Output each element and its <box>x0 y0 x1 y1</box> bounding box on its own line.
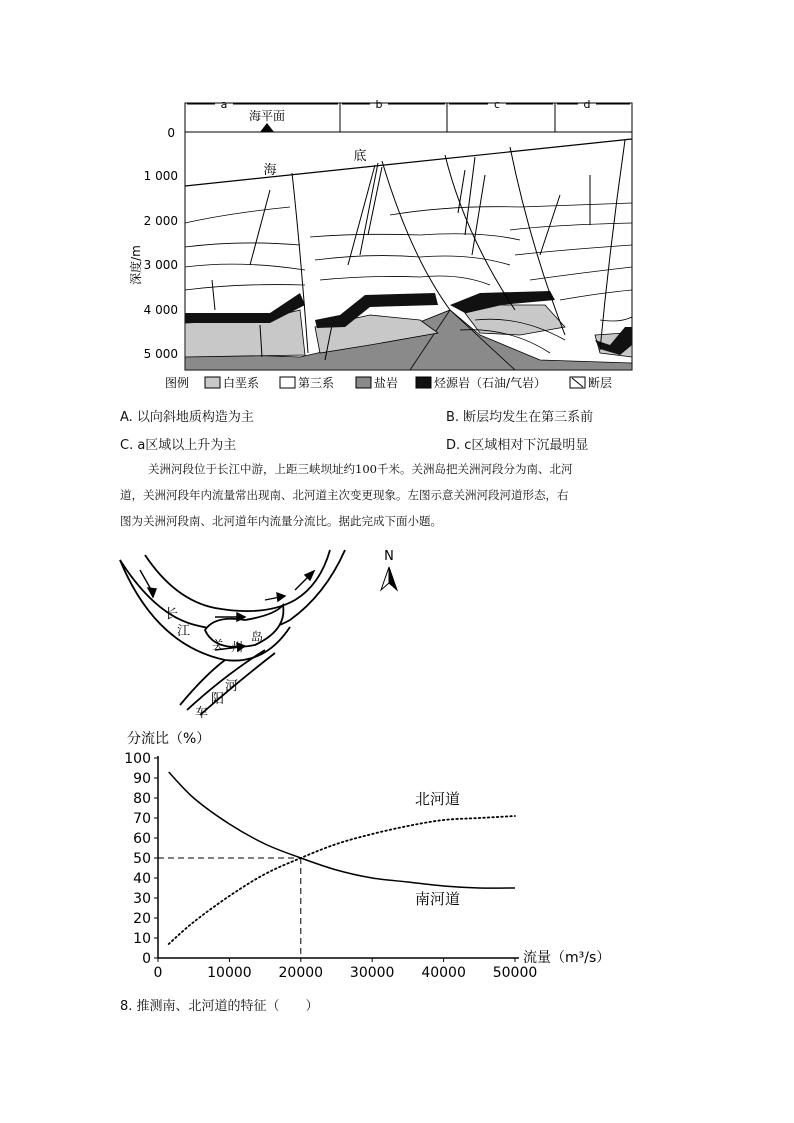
y-tick-label: 100 <box>124 751 151 767</box>
depth-tick: 3 000 <box>143 258 178 272</box>
map-label-jiang: 江 <box>177 624 191 639</box>
depth-tick: 1 000 <box>143 169 178 183</box>
chart-y-axis-title: 分流比（%） <box>127 731 211 747</box>
option-7d[interactable]: D. c区域相对下沉最明显 <box>446 438 589 453</box>
y-tick-label: 30 <box>133 891 151 907</box>
chart-x-axis-title: 流量（m³/s） <box>523 950 611 966</box>
option-7a[interactable]: A. 以向斜地质构造为主 <box>120 410 254 425</box>
x-tick-label: 40000 <box>421 965 466 981</box>
x-tick-label: 20000 <box>278 965 324 981</box>
y-tick-label: 60 <box>133 831 151 847</box>
depth-tick: 2 000 <box>143 214 178 228</box>
y-tick-label: 0 <box>142 951 151 967</box>
legend-label-salt: 盐岩 <box>374 376 399 390</box>
y-tick-label: 20 <box>133 911 151 927</box>
series-line-north-channel <box>169 816 515 944</box>
map-label-he: 河 <box>225 679 239 694</box>
map-label-guan: 关 <box>212 638 225 652</box>
geologic-section-diagram <box>120 95 640 395</box>
map-label-yang: 阳 <box>211 692 225 707</box>
legend-title: 图例 <box>165 376 190 390</box>
y-tick-label: 70 <box>133 811 151 827</box>
region-a-label: a <box>220 98 228 111</box>
y-tick-label: 80 <box>133 791 151 807</box>
depth-axis-label: 深度/m <box>129 245 143 285</box>
north-label: N <box>384 549 394 564</box>
depth-tick: 4 000 <box>143 303 178 317</box>
river-channel-map <box>115 545 415 725</box>
legend-swatch-source-rock <box>416 377 431 388</box>
seabed-label-di: 底 <box>353 149 367 164</box>
north-arrow-icon <box>381 567 397 590</box>
passage-line-1: 关洲河段位于长江中游，上距三峡坝址约100千米。关洲岛把关洲河段分为南、北河 <box>148 462 573 476</box>
passage-line-2: 道，关洲河段年内流量常出现南、北河道主次变更现象。左图示意关洲河段河道形态，右 <box>120 488 569 502</box>
flow-ratio-chart <box>115 725 635 990</box>
legend <box>165 375 612 390</box>
seabed-label-hai: 海 <box>263 163 277 178</box>
legend-swatch-cretaceous <box>205 377 220 388</box>
legend-label-source-rock: 烃源岩（石油/气岩） <box>434 376 547 390</box>
x-tick-label: 0 <box>153 965 163 981</box>
legend-swatch-salt <box>356 377 371 388</box>
x-tick-label: 50000 <box>492 965 538 981</box>
depth-tick: 0 <box>167 126 175 140</box>
map-label-zhou: 州 <box>231 640 244 654</box>
option-7c[interactable]: C. a区域以上升为主 <box>120 438 237 453</box>
region-c-label: c <box>493 98 501 111</box>
sea-level-label: 海平面 <box>248 109 286 123</box>
region-d-label: d <box>583 98 591 111</box>
region-b-label: b <box>375 98 383 111</box>
map-label-chang: 长 <box>165 607 179 622</box>
map-label-che: 车 <box>195 706 209 721</box>
series-line-south-channel <box>169 772 515 888</box>
legend-label-cretaceous: 白垩系 <box>223 376 260 390</box>
question-8: 8. 推测南、北河道的特征（ ） <box>120 999 319 1014</box>
series-label-north-channel: 北河道 <box>415 790 461 808</box>
depth-axis <box>144 126 178 361</box>
y-tick-label: 50 <box>133 851 151 867</box>
legend-label-tertiary: 第三系 <box>298 376 335 390</box>
y-tick-label: 10 <box>133 931 151 947</box>
series-label-south-channel: 南河道 <box>415 890 461 908</box>
legend-swatch-tertiary <box>280 377 295 388</box>
y-tick-label: 40 <box>133 871 151 887</box>
legend-label-fault: 断层 <box>588 376 613 390</box>
option-7b[interactable]: B. 断层均发生在第三系前 <box>446 410 594 425</box>
y-tick-label: 90 <box>133 771 151 787</box>
map-label-dao: 岛 <box>251 630 264 644</box>
depth-tick: 5 000 <box>143 347 178 361</box>
x-tick-label: 10000 <box>207 965 252 981</box>
passage-line-3: 图为关洲河段南、北河道年内流量分流比。据此完成下面小题。 <box>120 514 442 528</box>
x-tick-label: 30000 <box>349 965 395 981</box>
